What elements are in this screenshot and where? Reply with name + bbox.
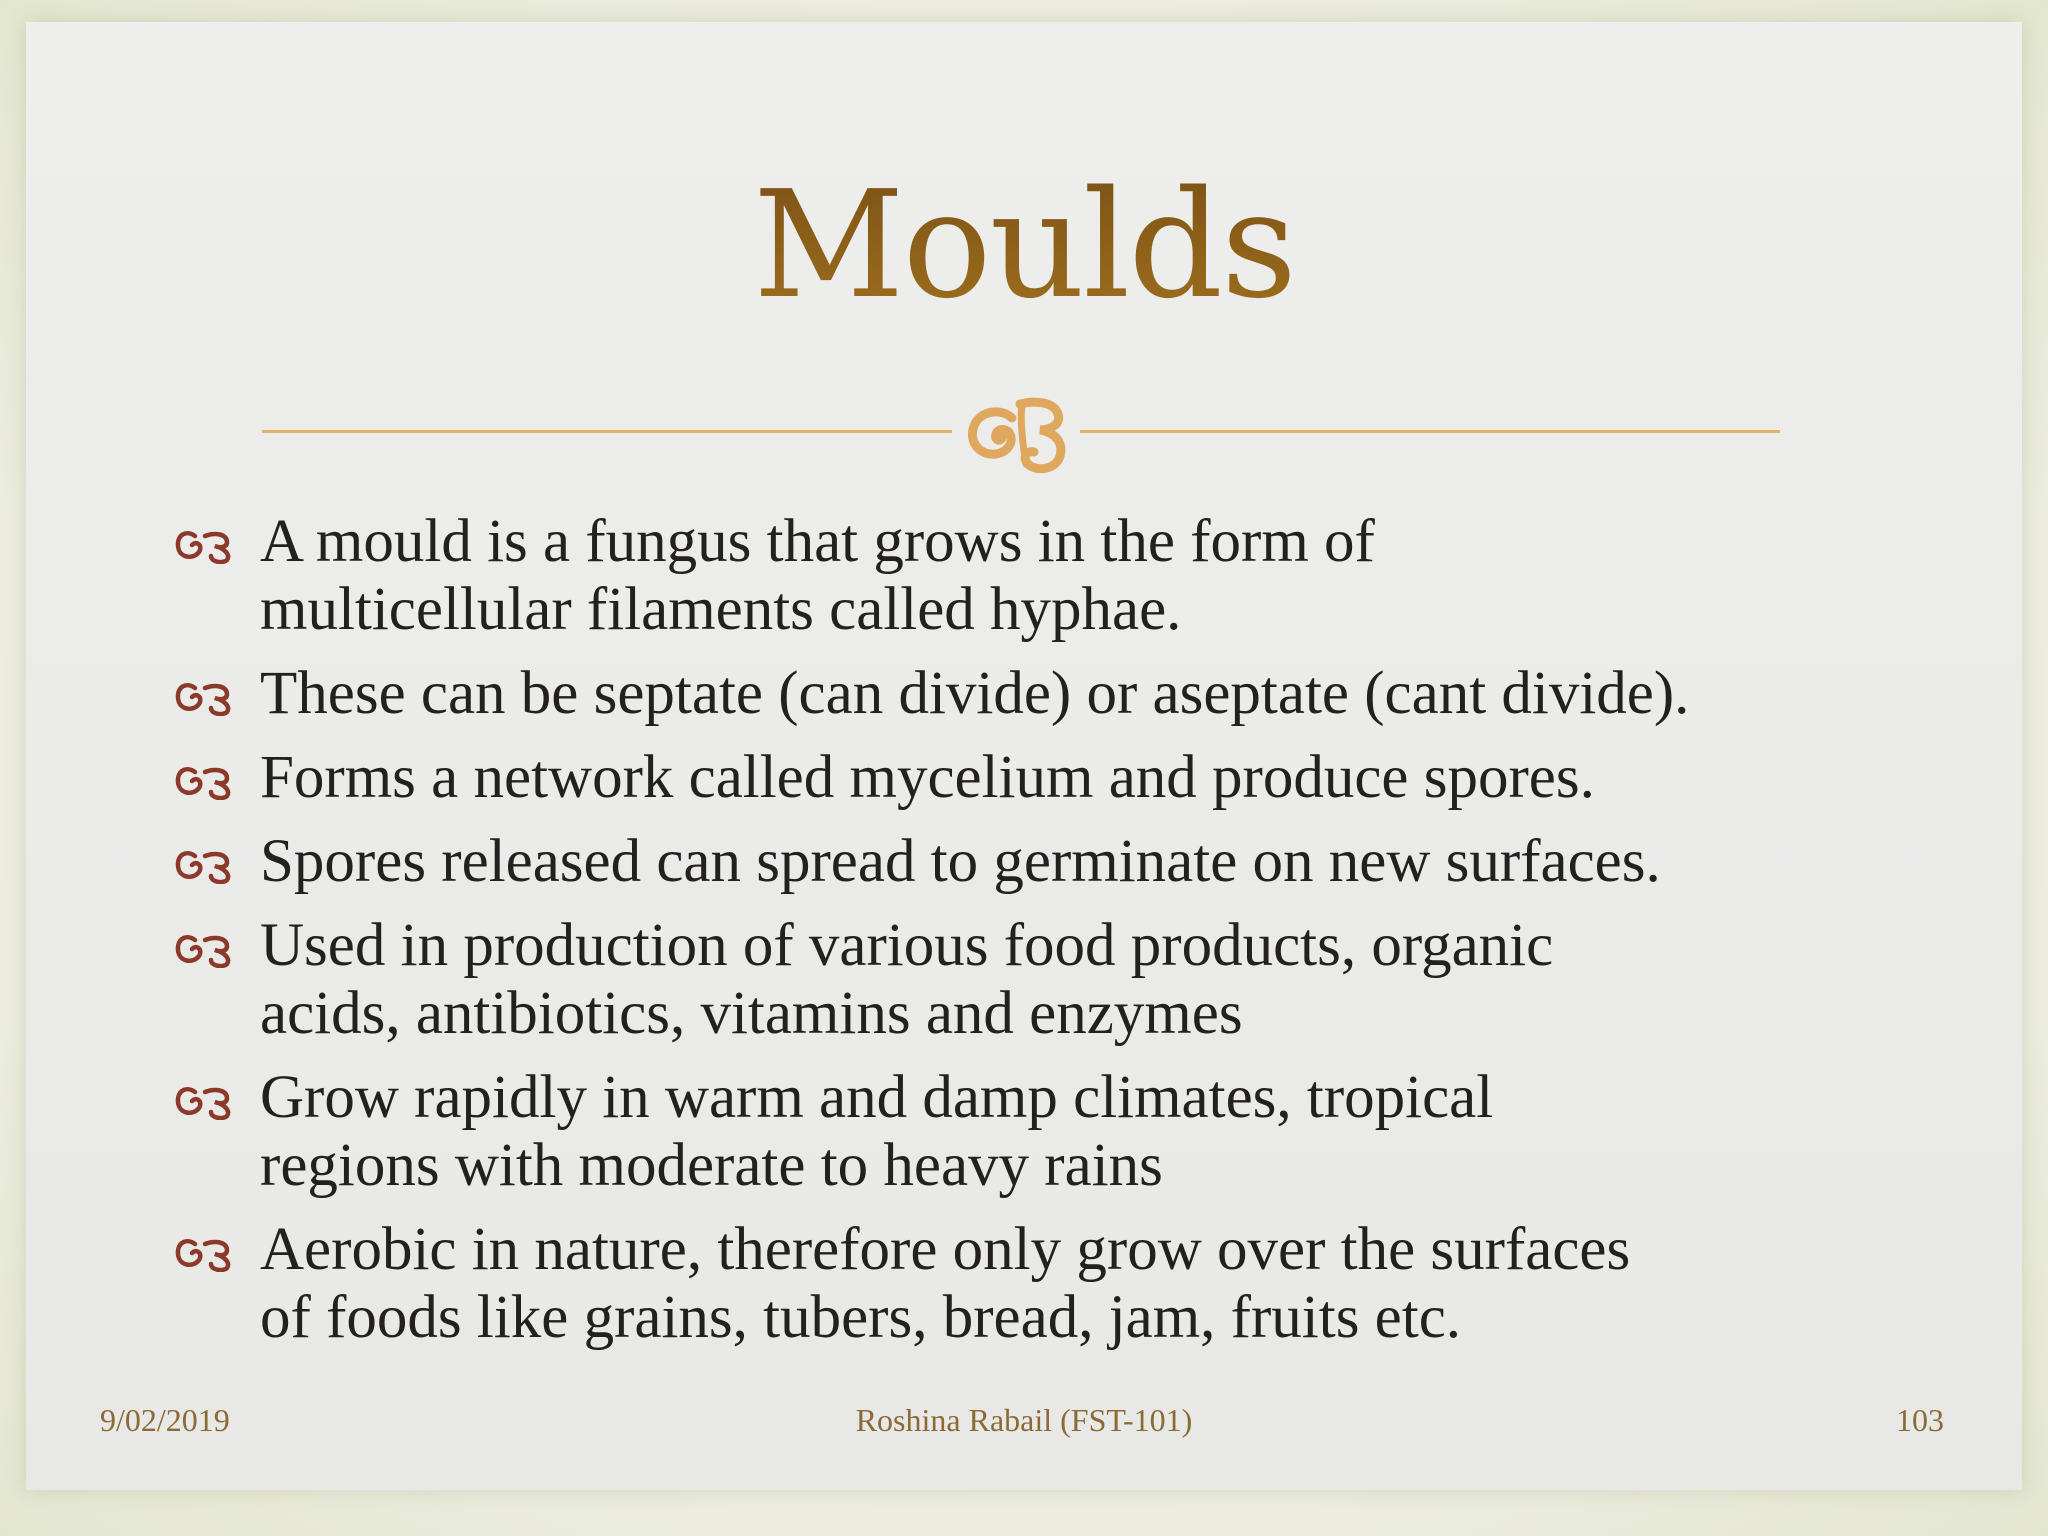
flourish-bullet-icon: [175, 1234, 237, 1272]
slide-title: Moulds: [0, 155, 2048, 335]
bullet-text: Spores released can spread to germinate on new surfaces.: [260, 828, 1661, 895]
bullet-item: [175, 508, 1895, 644]
flourish-bullet-icon: [175, 526, 237, 564]
flourish-bullet-icon: [175, 846, 237, 884]
bullet-item: [175, 744, 1895, 812]
bullet-item: [175, 828, 1895, 896]
bullet-text: Aerobic in nature, therefore only grow over the surfaces: [260, 1216, 1631, 1283]
bullet-text: Forms a network called mycelium and produce spores.: [260, 744, 1595, 811]
bullet-continuation: of foods like grains, tubers, bread, jam, fruits etc.: [260, 1284, 1462, 1351]
bullet-text: Used in production of various food products, organic: [260, 912, 1554, 979]
title-divider-left: [262, 430, 952, 433]
footer-page-number: 103: [1896, 1402, 1944, 1438]
bullet-text: Grow rapidly in warm and damp climates, tropical: [260, 1064, 1494, 1131]
title-divider-right: [1080, 430, 1780, 433]
bullet-text: These can be septate (can divide) or aseptate (cant divide).: [260, 660, 1690, 727]
bullet-item: [175, 1216, 1895, 1352]
flourish-bullet-icon: [175, 930, 237, 968]
bullet-continuation: multicellular filaments called hyphae.: [260, 576, 1182, 643]
footer-author: Roshina Rabail (FST-101): [855, 1402, 1193, 1438]
flourish-bullet-icon: [175, 762, 237, 800]
bullet-text: A mould is a fungus that grows in the form of: [260, 508, 1375, 575]
bullet-continuation: regions with moderate to heavy rains: [260, 1132, 1163, 1199]
bullet-item: [175, 912, 1895, 1048]
bullet-continuation: acids, antibiotics, vitamins and enzymes: [260, 980, 1243, 1047]
flourish-bullet-icon: [175, 678, 237, 716]
flourish-ornament-icon: [950, 380, 1090, 480]
footer-date: 9/02/2019: [100, 1402, 230, 1438]
bullet-item: [175, 660, 1895, 728]
bullet-item: [175, 1064, 1895, 1200]
bullet-list: [175, 508, 1895, 1368]
flourish-bullet-icon: [175, 1082, 237, 1120]
